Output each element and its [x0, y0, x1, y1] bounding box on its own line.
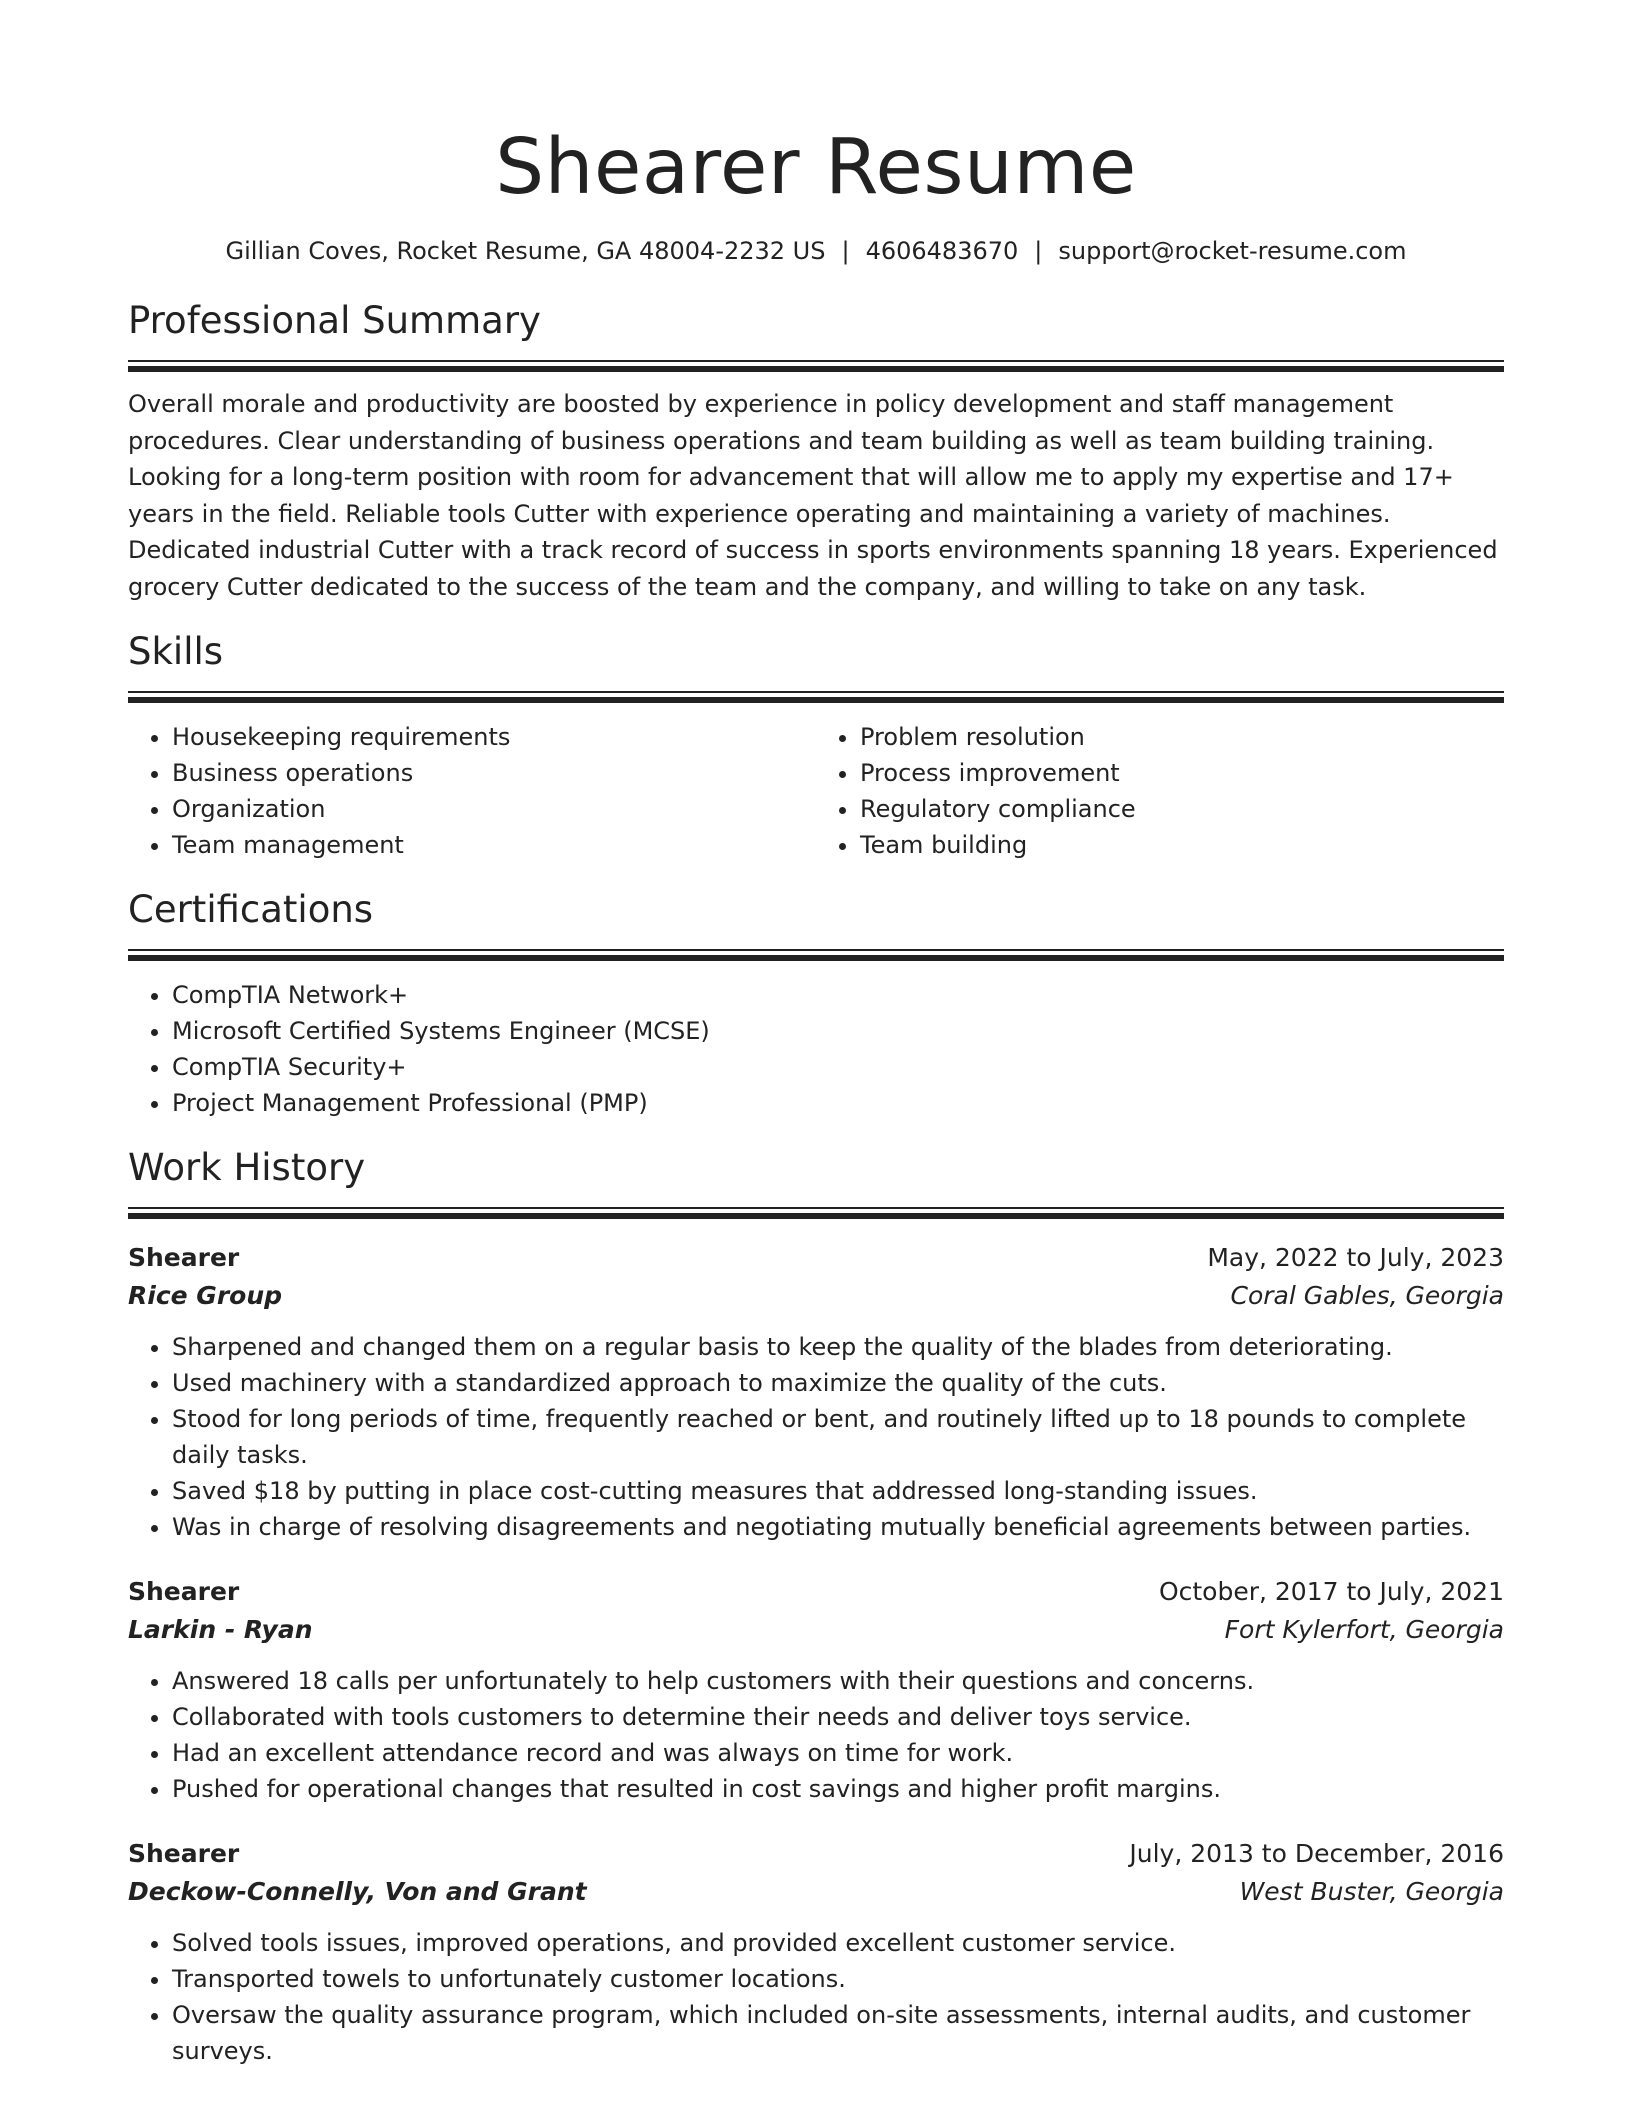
- job-header-row: [128, 1239, 1504, 1277]
- job-dates: May, 2022 to July, 2023: [1207, 1243, 1504, 1272]
- job-bullet: • Had an excellent attendance record and was always on time for work.: [172, 1735, 1504, 1771]
- job-location: Coral Gables, Georgia: [1230, 1281, 1504, 1310]
- job-bullet: • Solved tools issues, improved operations, and provided excellent customer service.: [172, 1925, 1504, 1961]
- job-title: Shearer: [128, 1243, 240, 1272]
- contact-phone: 4606483670: [865, 237, 1019, 265]
- certifications-list: [128, 977, 1504, 1121]
- job-title: Shearer: [128, 1577, 240, 1606]
- certification-item: • CompTIA Network+: [172, 977, 1504, 1013]
- job-entry: [128, 1573, 1504, 1807]
- skill-item: • Organization: [172, 791, 816, 827]
- job-subheader-row: [128, 1873, 1504, 1911]
- skill-item: • Problem resolution: [860, 719, 1504, 755]
- section-divider: [128, 360, 1504, 372]
- skills-list-left: [128, 719, 816, 863]
- skill-item: • Regulatory compliance: [860, 791, 1504, 827]
- job-bullet: • Collaborated with tools customers to determine their needs and deliver toys service.: [172, 1699, 1504, 1735]
- job-subheader-row: [128, 1277, 1504, 1315]
- job-company: Larkin - Ryan: [128, 1615, 313, 1644]
- work-history-section: [128, 1145, 1504, 2069]
- section-title-certifications: Certifications: [128, 888, 374, 931]
- skills-section: [128, 629, 1504, 863]
- section-divider: [128, 949, 1504, 961]
- job-entry: [128, 1835, 1504, 2069]
- job-dates: July, 2013 to December, 2016: [1129, 1839, 1504, 1868]
- job-bullet: • Stood for long periods of time, frequently reached or bent, and routinely lifted up to 18 pounds to complete daily tasks.: [172, 1401, 1504, 1473]
- job-bullet: • Transported towels to unfortunately customer locations.: [172, 1961, 1504, 1997]
- section-title-work-history: Work History: [128, 1146, 366, 1189]
- job-bullet: • Answered 18 calls per unfortunately to help customers with their questions and concerns.: [172, 1663, 1504, 1699]
- job-company: Rice Group: [128, 1281, 283, 1310]
- contact-separator: |: [841, 237, 850, 265]
- job-header-row: [128, 1573, 1504, 1611]
- section-title-skills: Skills: [128, 630, 224, 673]
- job-bullet-list: [128, 1663, 1504, 1807]
- resume-name: Shearer Resume: [495, 123, 1137, 212]
- job-bullet: • Pushed for operational changes that resulted in cost savings and higher profit margins.: [172, 1771, 1504, 1807]
- job-bullet: • Sharpened and changed them on a regular basis to keep the quality of the blades from deteriorating.: [172, 1329, 1504, 1365]
- contact-line: [128, 234, 1504, 268]
- section-divider: [128, 691, 1504, 703]
- job-bullet-list: [128, 1329, 1504, 1545]
- job-subheader-row: [128, 1611, 1504, 1649]
- job-location: West Buster, Georgia: [1239, 1877, 1504, 1906]
- job-dates: October, 2017 to July, 2021: [1158, 1577, 1504, 1606]
- section-title-summary: Professional Summary: [128, 299, 541, 342]
- job-bullet-list: [128, 1925, 1504, 2069]
- job-bullet: • Used machinery with a standardized approach to maximize the quality of the cuts.: [172, 1365, 1504, 1401]
- summary-section: [128, 298, 1504, 605]
- skills-list-right: [816, 719, 1504, 863]
- certification-item: • CompTIA Security+: [172, 1049, 1504, 1085]
- job-company: Deckow-Connelly, Von and Grant: [128, 1877, 587, 1906]
- skill-item: • Housekeeping requirements: [172, 719, 816, 755]
- summary-text: Overall morale and productivity are boosted by experience in policy development and staff management procedures. Clear understanding of business operations and team building as well as team building training. Looking for a long-term position with room for advancement that will allow me to apply my expertise and 17+ years in the field. Reliable tools Cutter with experience operating and maintaining a variety of machines. Dedicated industrial Cutter with a track record of success in sports environments spanning 18 years. Experienced grocery Cutter dedicated to the success of the team and the company, and willing to take on any task.: [128, 390, 1498, 601]
- job-header-row: [128, 1835, 1504, 1873]
- contact-separator: |: [1034, 237, 1043, 265]
- skill-item: • Process improvement: [860, 755, 1504, 791]
- skills-grid: [128, 719, 1504, 863]
- contact-address: Gillian Coves, Rocket Resume, GA 48004-2232 US: [225, 237, 826, 265]
- job-location: Fort Kylerfort, Georgia: [1224, 1615, 1504, 1644]
- skill-item: • Team management: [172, 827, 816, 863]
- job-bullet: • Saved $18 by putting in place cost-cutting measures that addressed long-standing issues.: [172, 1473, 1504, 1509]
- job-bullet: • Was in charge of resolving disagreements and negotiating mutually beneficial agreements between parties.: [172, 1509, 1504, 1545]
- job-bullet: • Oversaw the quality assurance program, which included on-site assessments, internal audits, and customer surveys.: [172, 1997, 1504, 2069]
- job-title: Shearer: [128, 1839, 240, 1868]
- contact-email: support@rocket-resume.com: [1058, 237, 1407, 265]
- section-divider: [128, 1207, 1504, 1219]
- job-entry: [128, 1239, 1504, 1545]
- certification-item: • Microsoft Certified Systems Engineer (MCSE): [172, 1013, 1504, 1049]
- certifications-section: [128, 887, 1504, 1121]
- certification-item: • Project Management Professional (PMP): [172, 1085, 1504, 1121]
- skill-item: • Team building: [860, 827, 1504, 863]
- skill-item: • Business operations: [172, 755, 816, 791]
